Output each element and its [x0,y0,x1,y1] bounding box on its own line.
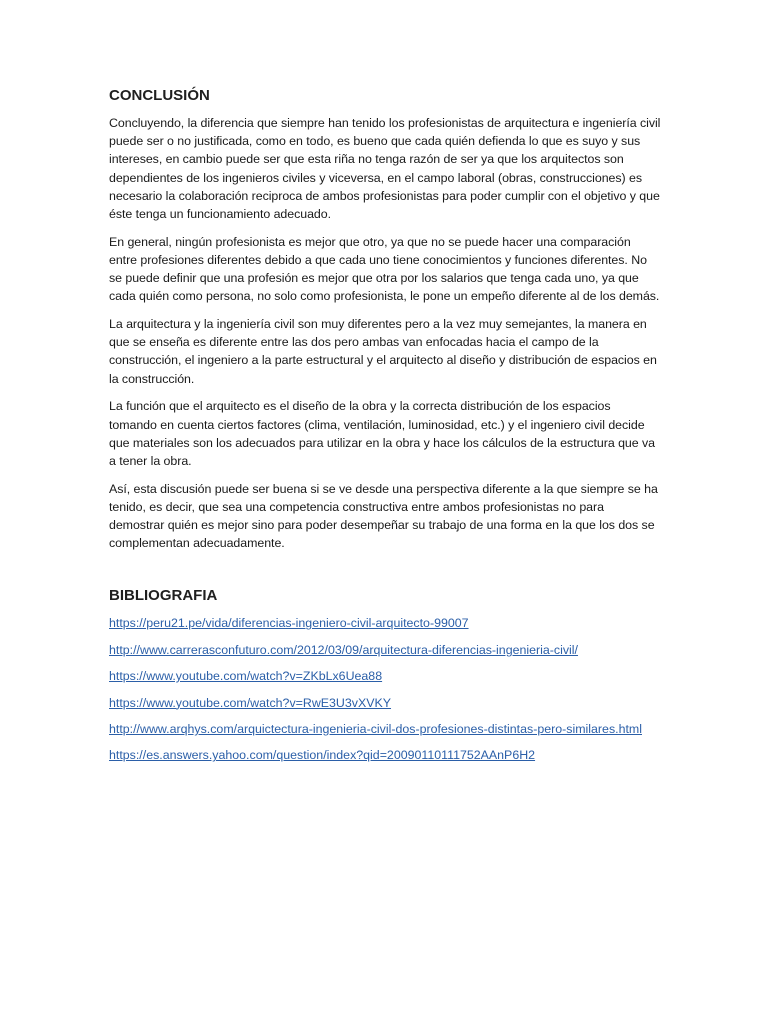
bibliography-item [109,720,661,738]
conclusion-paragraph-3: La arquitectura y la ingeniería civil son muy diferentes pero a la vez muy semejantes, la manera en que se enseña es diferente entre las dos pero ambas van enfocadas hacia el campo de la construcción, el ingeniero a la parte estructural y el arquitecto al diseño y distribución de espacios en la construcción. [109,317,657,386]
conclusion-paragraph-4: La función que el arquitecto es el diseño de la obra y la correcta distribución de los espacios tomando en cuenta ciertos factores (clima, ventilación, luminosidad, etc.) y el ingeniero civil decide que materiales son los adecuados para utilizar en la obra y hace los cálculos de la estructura que va a tener la obra. [109,399,655,468]
conclusion-heading: CONCLUSIÓN [109,87,210,104]
conclusion-paragraph-5: Así, esta discusión puede ser buena si se ve desde una perspectiva diferente a la que siempre se ha tenido, es decir, que sea una competencia constructiva entre ambos profesionistas no para demostrar quién es mejor sino para poder desempeñar su trabajo de una forma en la que los dos se complementan adecuadamente. [109,481,658,551]
bibliography-link-3[interactable]: https://www.youtube.com/watch?v=ZKbLx6Uea88 [109,669,383,684]
bibliography-link-4[interactable]: https://www.youtube.com/watch?v=RwE3U3vXVKY [109,695,392,710]
bibliography-item [109,694,661,712]
conclusion-paragraph-2: En general, ningún profesionista es mejor que otro, ya que no se puede hacer una comparación entre profesiones diferentes debido a que cada uno tiene conocimientos y funciones diferentes. No se puede definir que una profesión es mejor que otra por los salarios que tenga cada uno, ya que cada quién como persona, no solo como profesionista, le pone un empeño diferente al de los demás. [109,234,660,304]
bibliography-link-6[interactable]: https://es.answers.yahoo.com/question/index?qid=20090110111752AAnP6H2 [109,748,536,763]
bibliography-item [109,667,661,685]
document-page [109,86,661,773]
bibliography-list [109,614,661,764]
bibliography-item [109,614,661,632]
bibliography-heading: BIBLIOGRAFIA [109,587,218,605]
bibliography-link-2[interactable]: http://www.carrerasconfuturo.com/2012/03/09/arquitectura-diferencias-ingenieria-civil/ [109,642,579,657]
bibliography-link-1[interactable]: https://peru21.pe/vida/diferencias-ingeniero-civil-arquitecto-99007 [109,616,469,631]
conclusion-paragraph-1: Concluyendo, la diferencia que siempre han tenido los profesionistas de arquitectura e ingeniería civil puede ser o no justificada, como en todo, es bueno que cada quién defienda lo que es suyo y sus intereses, en cambio puede ser que esta riña no tenga razón de ser ya que los arquitectos son dependientes de los ingenieros civiles y viceversa, en el campo laboral (obras, construcciones) es necesario la colaboración reciproca de ambos profesionistas para poder cumplir con el objetivo y que éste tenga un funcionamiento adecuado. [109,116,661,222]
bibliography-item [109,641,661,659]
bibliography-item [109,746,661,764]
bibliography-link-5[interactable]: http://www.arqhys.com/arquictectura-ingenieria-civil-dos-profesiones-distintas-pero-similares.html [109,722,642,737]
